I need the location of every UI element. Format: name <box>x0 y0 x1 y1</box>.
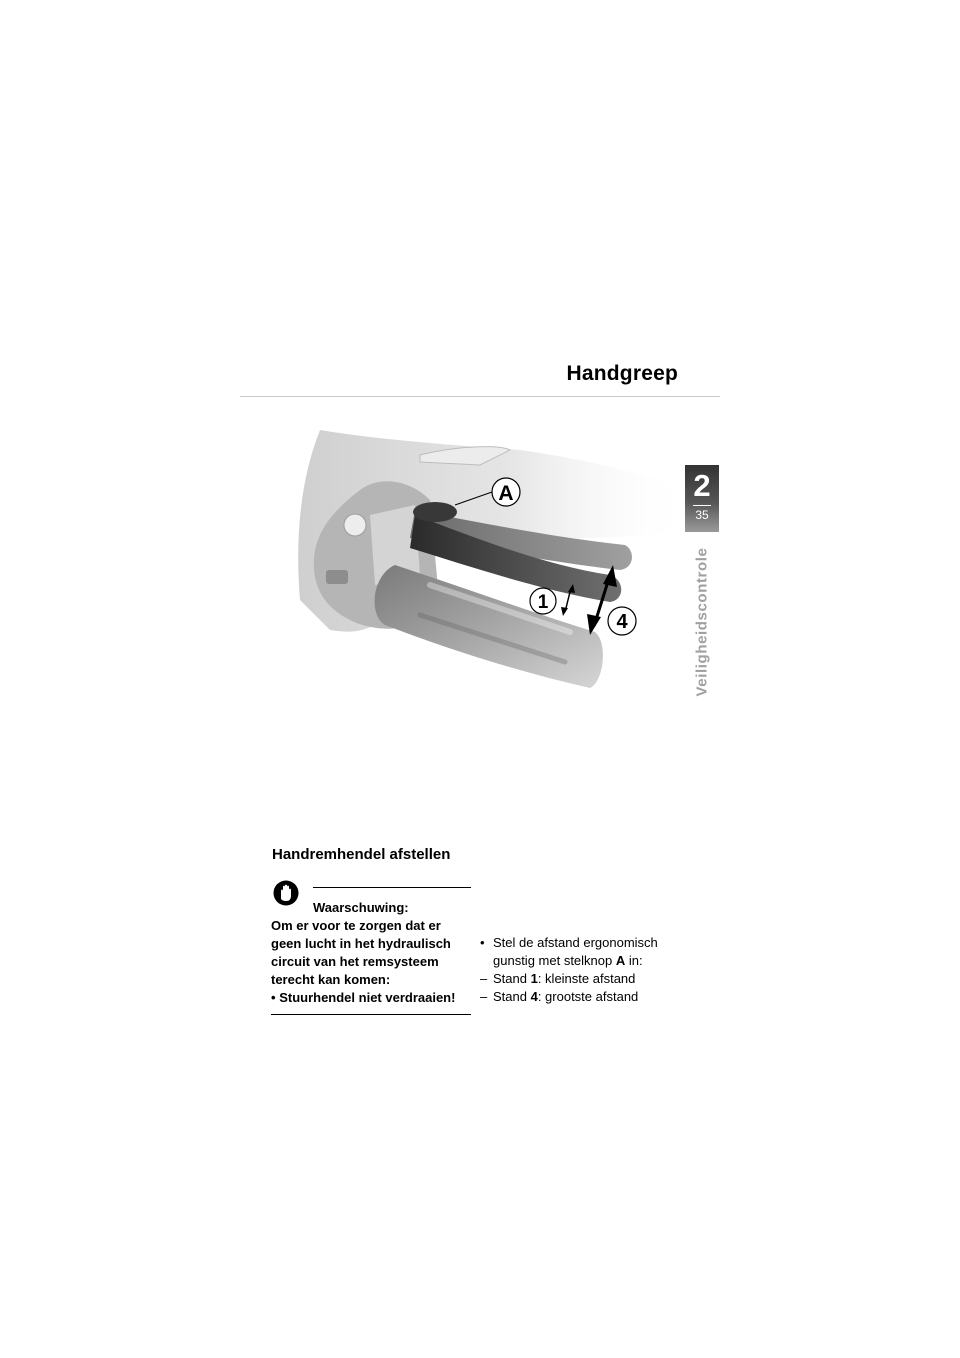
chapter-number: 2 <box>693 468 711 503</box>
page-number: 35 <box>695 508 709 522</box>
section-heading: Handremhendel afstellen <box>272 846 451 863</box>
instruction-step <box>480 934 710 952</box>
step-text-line1: Stel de afstand ergonomisch <box>493 935 658 950</box>
knob-label: A <box>615 953 626 968</box>
option-text: Stand 1: kleinste afstand <box>493 971 636 986</box>
page-title: Handgreep <box>566 362 678 385</box>
warning-line: circuit van het remsysteem <box>271 954 439 969</box>
callout-4 <box>608 607 636 635</box>
warning-rule-top <box>313 887 471 888</box>
warning-line: geen lucht in het hydraulisch <box>271 936 451 951</box>
handlebar-illustration <box>290 420 700 695</box>
option-item <box>480 970 710 988</box>
dash-mark: – <box>480 971 488 986</box>
dash-mark: – <box>480 989 488 1004</box>
warning-line: Om er voor te zorgen dat er <box>271 918 441 933</box>
option-text: Stand 4: grootste afstand <box>493 989 639 1004</box>
callout-a-label: A <box>498 482 514 505</box>
warning-bullet-item <box>271 989 471 1007</box>
warning-line: terecht kan komen: <box>271 972 391 987</box>
warning-box <box>271 899 471 1007</box>
option-key: 4 <box>530 989 538 1004</box>
warning-bullet-mark: • <box>271 990 276 1005</box>
chapter-side-label: Veiligheidscontrole <box>693 547 711 697</box>
callout-4-label: 4 <box>616 611 628 633</box>
bullet-mark: • <box>480 935 485 950</box>
option-item <box>480 988 710 1006</box>
warning-bullet-text: Stuurhendel niet verdraaien! <box>279 990 456 1005</box>
title-divider <box>240 396 720 397</box>
option-key: 1 <box>530 971 538 986</box>
warning-rule-bottom <box>271 1014 471 1015</box>
callout-1 <box>530 588 556 614</box>
callout-1-label: 1 <box>537 592 549 613</box>
step-text-line2: gunstig met stelknop A in: <box>493 953 643 968</box>
warning-title: Waarschuwing: <box>313 900 409 915</box>
instruction-list <box>480 934 710 1006</box>
